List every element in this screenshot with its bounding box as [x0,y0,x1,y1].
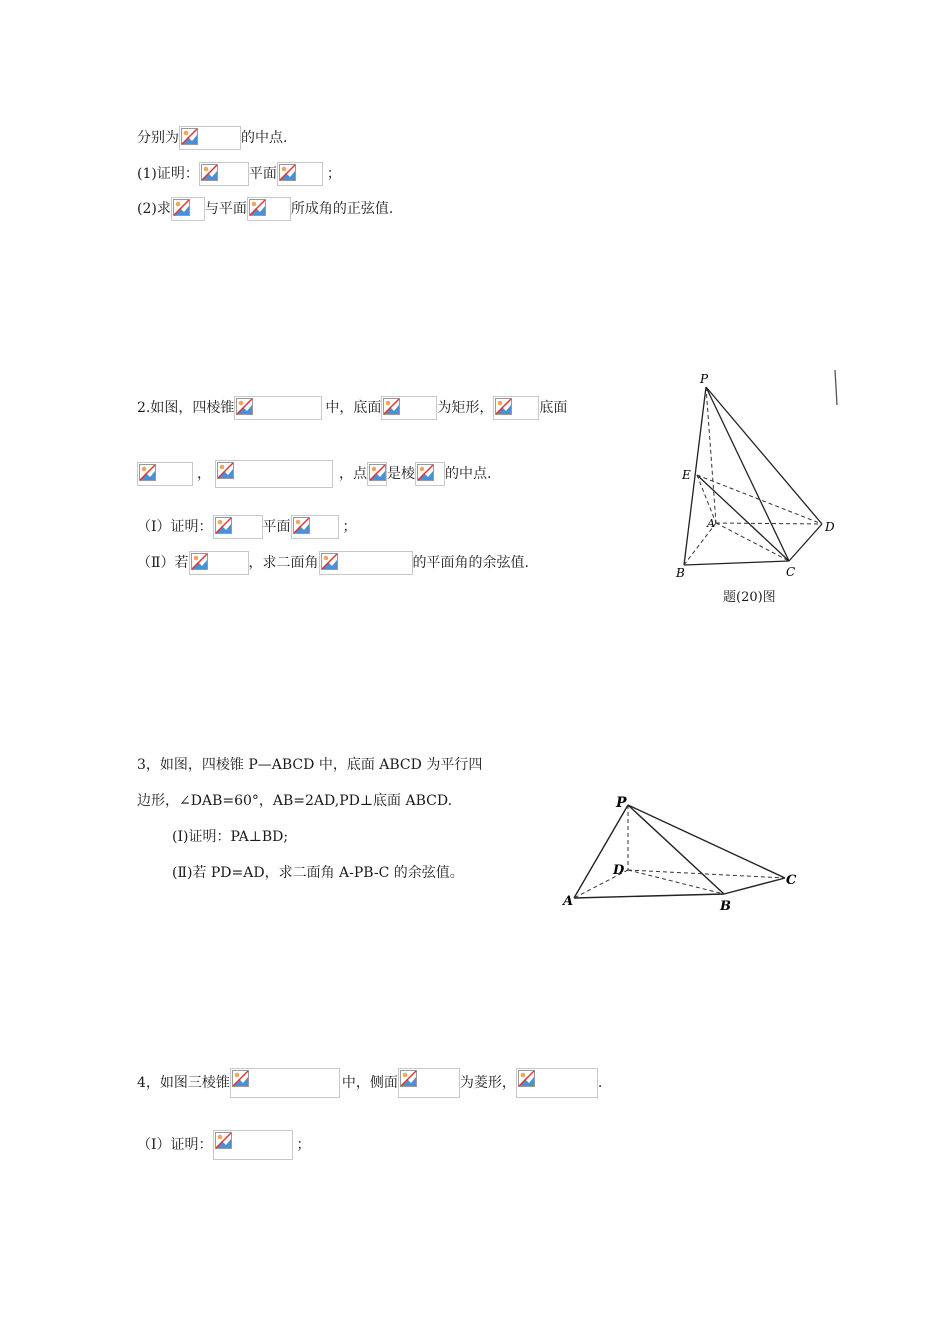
text: 中，侧面 [341,1075,398,1091]
formula-image [319,551,413,575]
text: 平面 [262,519,291,535]
q3-line2: 边形，∠DAB=60°，AB=2AD,PD⊥底面 ABCD. [137,793,453,809]
broken-image-icon [173,199,191,217]
text: ； [326,166,341,182]
q1-line2 [137,162,341,186]
broken-image-icon [279,164,297,182]
text: 平面 [248,166,277,182]
label-p: P [616,795,627,811]
broken-image-icon [293,517,311,535]
text: （Ⅰ）证明： [137,1137,213,1153]
formula-image [277,162,323,186]
formula-image [381,396,437,420]
q2-line2 [137,460,491,494]
formula-image [179,126,241,150]
text: 所成角的正弦值. [290,201,394,217]
q2-pyramid-figure [670,365,845,590]
formula-image [291,515,339,539]
text: 中，底面 [325,400,382,416]
formula-image [213,515,263,539]
text: 分别为 [137,130,179,146]
broken-image-icon [181,128,199,146]
text: (1)证明： [137,166,199,182]
q3-line3: (Ⅰ)证明：PA⊥BD; [172,829,289,845]
formula-image [171,197,205,221]
q2-line4 [137,551,529,575]
text: 4，如图三棱锥 [137,1075,230,1091]
text: 是棱 [387,466,415,482]
q1-line1 [137,126,287,150]
label-c: C [786,873,797,888]
formula-image [189,551,249,575]
broken-image-icon [236,398,254,416]
formula-image [137,462,193,486]
text: ； [296,1137,311,1153]
text: （Ⅰ）证明： [137,519,213,535]
broken-image-icon [139,464,157,482]
formula-image [247,197,291,221]
broken-image-icon [191,553,209,571]
label-d: D [825,520,835,534]
q1-line3 [137,197,393,221]
formula-image [230,1068,340,1098]
formula-image [213,1130,293,1160]
formula-image [215,460,333,488]
text: ； [342,519,357,535]
broken-image-icon [215,517,233,535]
formula-image [415,462,445,486]
formula-image [367,462,387,486]
q3-line4: (Ⅱ)若 PD=AD，求二面角 A-PB-C 的余弦值。 [172,865,464,881]
formula-image [493,396,539,420]
broken-image-icon [249,199,267,217]
text: (2)求 [137,201,171,217]
broken-image-icon [495,398,513,416]
q3-line1: 3，如图，四棱锥 P—ABCD 中，底面 ABCD 为平行四 [137,757,483,773]
label-a: A [563,894,574,909]
text: 的平面角的余弦值. [412,555,529,571]
q2-figure-caption: 题(20)图 [723,590,776,605]
text: （Ⅱ）若 [137,555,189,571]
broken-image-icon [518,1070,536,1088]
text: ， [197,466,211,482]
text: 2.如图，四棱锥 [137,400,235,416]
broken-image-icon [417,464,435,482]
label-p: P [700,372,709,386]
label-a: A [707,517,715,530]
broken-image-icon [400,1070,418,1088]
broken-image-icon [369,464,387,482]
formula-image [234,396,322,420]
text: ，求二面角 [248,555,319,571]
q4-line2 [137,1130,311,1164]
formula-image [199,162,249,186]
text: 的中点. [445,466,492,482]
label-b: B [720,899,731,914]
broken-image-icon [232,1070,250,1088]
broken-image-icon [201,164,219,182]
label-d: D [613,863,625,878]
broken-image-icon [383,398,401,416]
text: 的中点. [241,130,288,146]
q4-line1 [137,1068,602,1102]
text: . [597,1075,603,1091]
formula-image [398,1068,460,1098]
broken-image-icon [321,553,339,571]
text: 为矩形， [437,400,494,416]
q2-line1 [137,396,567,420]
label-b: B [676,566,685,580]
broken-image-icon [217,462,235,480]
broken-image-icon [215,1132,233,1150]
q3-pyramid-figure [560,790,810,920]
text: ，点 [339,466,367,482]
text: 底面 [539,400,568,416]
text: 为菱形， [459,1075,516,1091]
formula-image [516,1068,598,1098]
label-e: E [682,468,691,482]
q2-line3 [137,515,357,539]
label-c: C [786,565,796,579]
text: 与平面 [204,201,247,217]
